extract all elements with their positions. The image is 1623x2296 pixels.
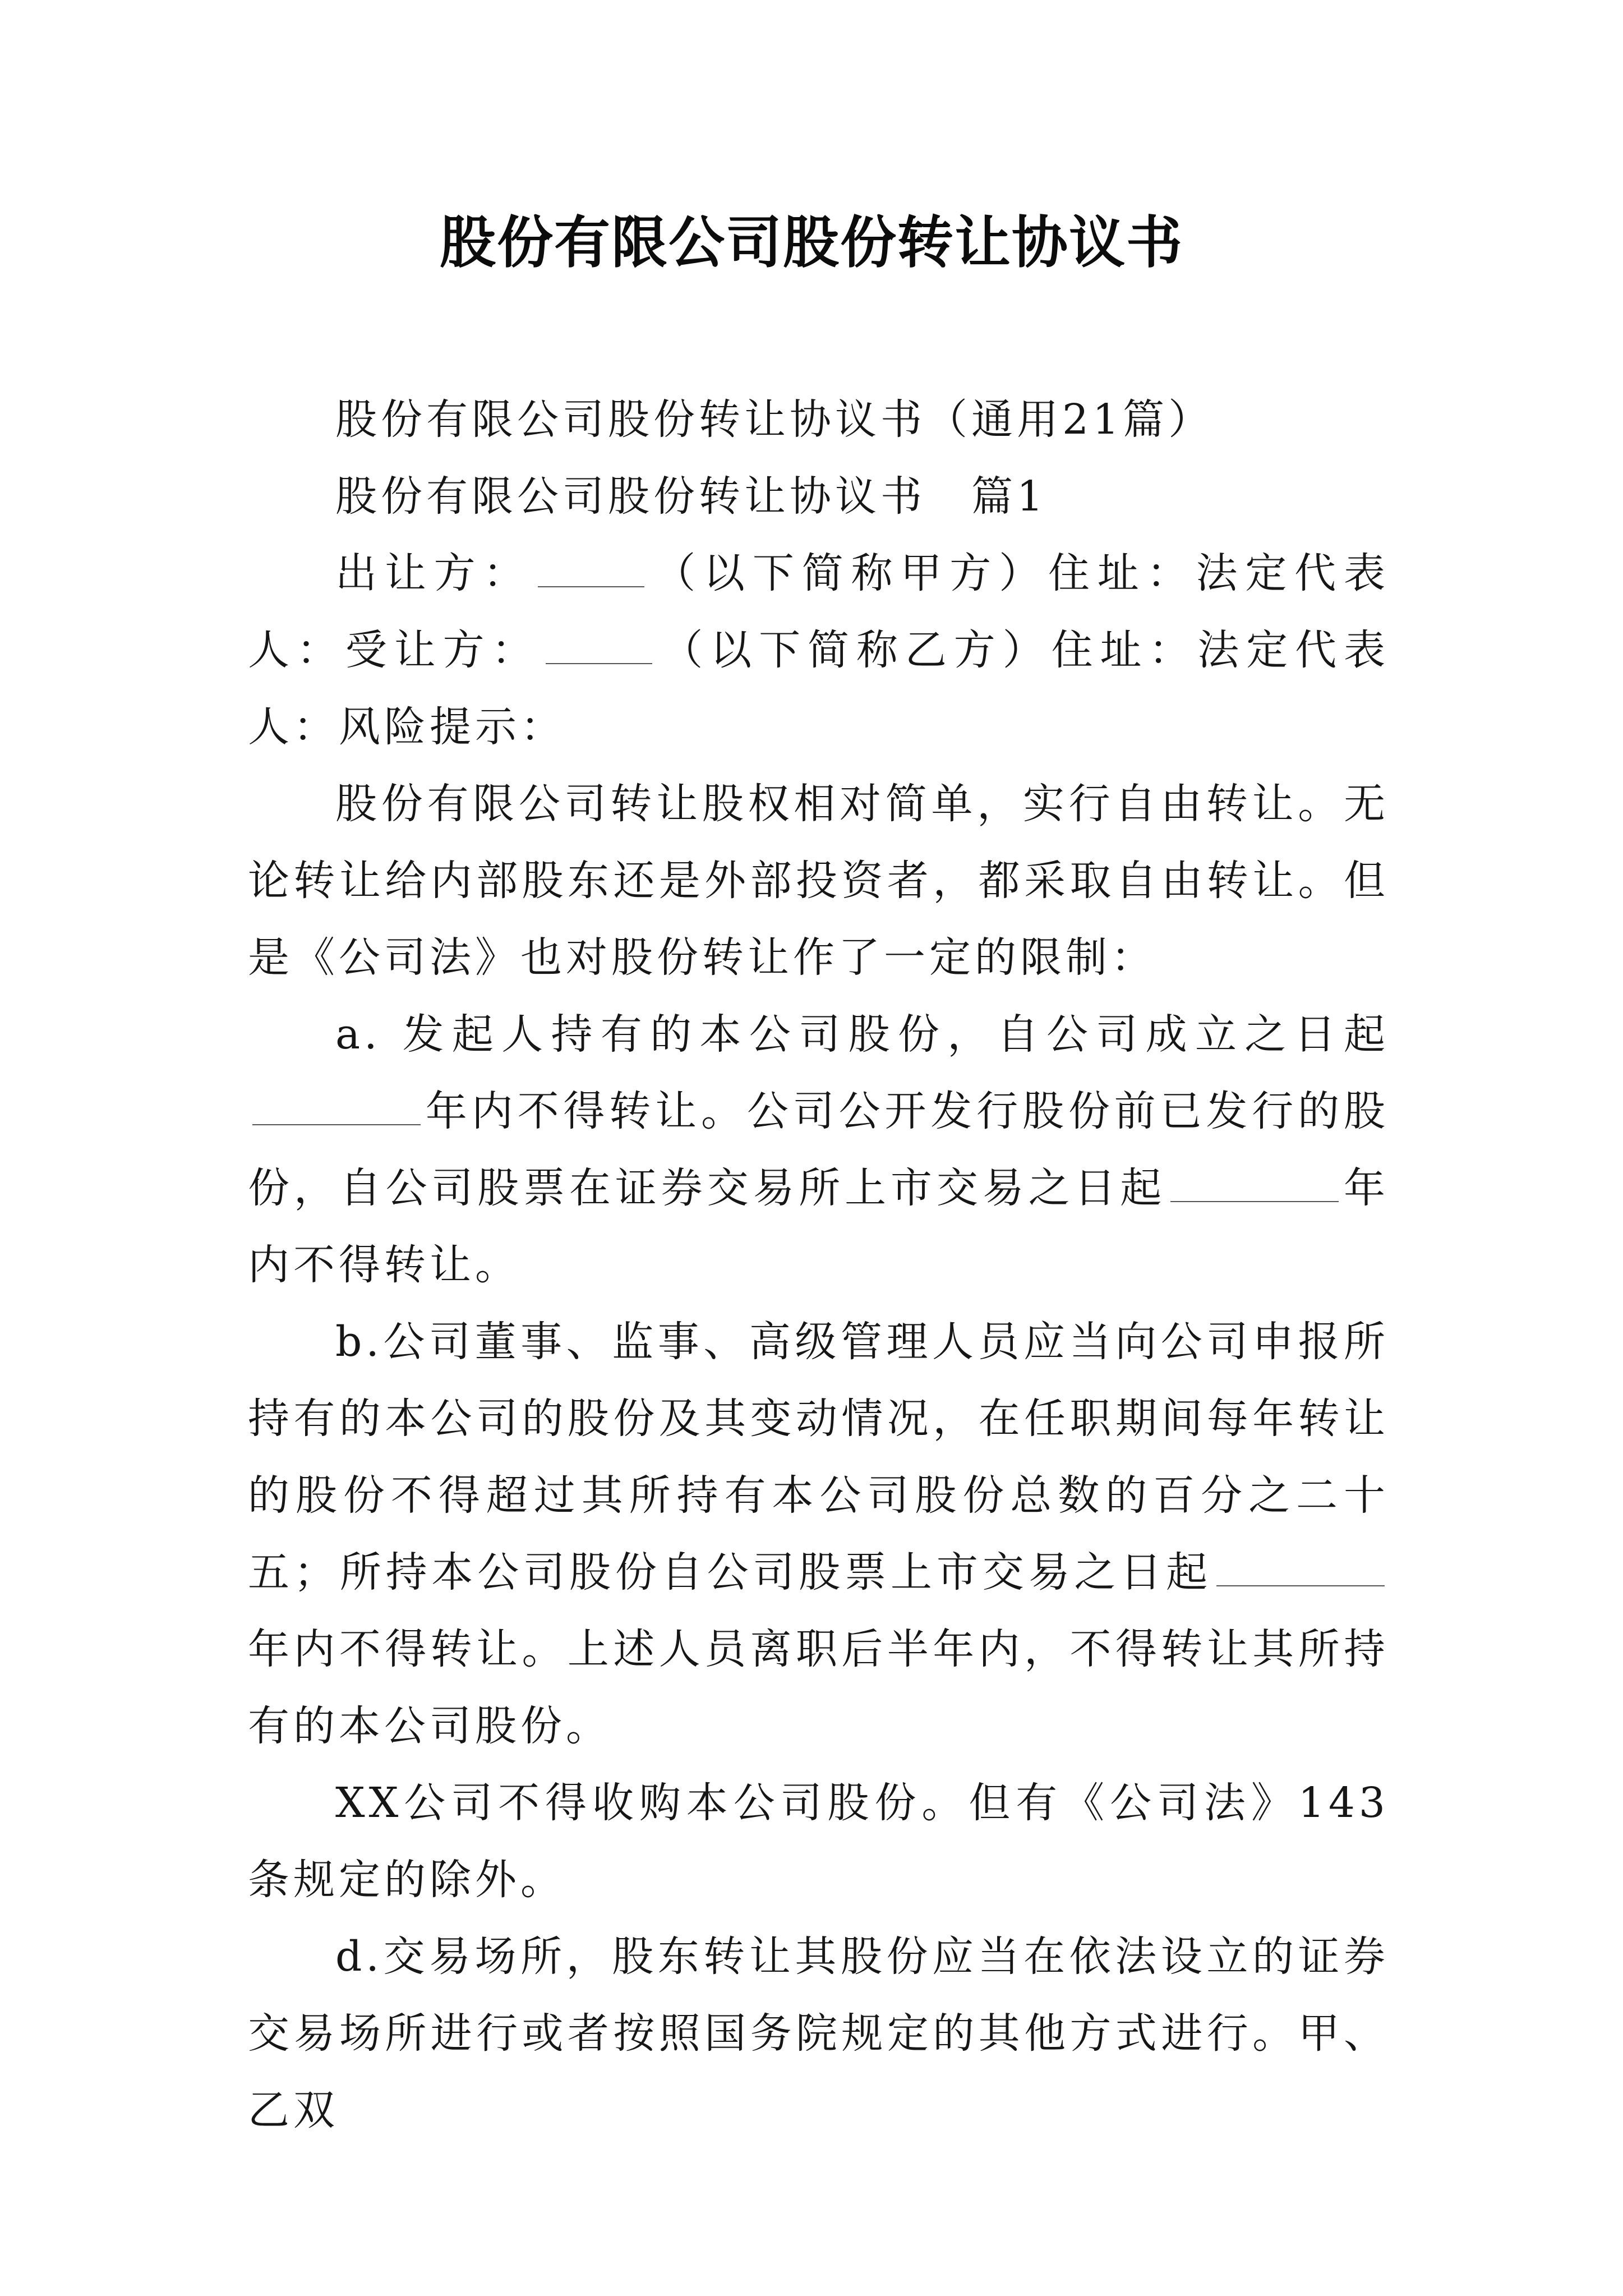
clause-b-part1: b.公司董事、监事、高级管理人员应当向公司申报所持有的本公司的股份及其变动情况，在任职期间每年转让的股份不得超过其所持有本公司股份总数的百分之二十五；所持本公司股份自公司股票上市交易之日起 — [248, 1318, 1389, 1596]
intro-paragraph: 股份有限公司转让股权相对简单，实行自由转让。无论转让给内部股东还是外部投资者，都采取自由转让。但是《公司法》也对股份转让作了一定的限制： — [248, 780, 1389, 982]
transferor-details: （以下简称甲方）住址：法定代表人： — [248, 549, 1390, 674]
clause-a-blank-1 — [252, 1085, 421, 1125]
transferee-details: （以下简称乙方）住址：法定代表人：风险提示： — [248, 626, 1390, 751]
section-heading: 股份有限公司股份转让协议书 篇1 — [335, 472, 1048, 521]
clause-b-blank — [1216, 1546, 1385, 1586]
clause-a-paragraph — [248, 996, 1389, 1304]
subtitle: 股份有限公司股份转让协议书（通用21篇） — [335, 395, 1214, 444]
clause-a-part3: 年内不得转让。 — [248, 1164, 1389, 1289]
transferor-label: 出让方： — [335, 549, 533, 597]
transferee-blank — [546, 624, 652, 664]
clause-a-part2: 年内不得转让。公司公开发行股份前已发行的股份，自公司股票在证券交易所上市交易之日起 — [248, 1087, 1389, 1212]
transferee-label: 受让方： — [345, 626, 541, 674]
clause-d-paragraph: d.交易场所，股东转让其股份应当在依法设立的证券交易场所进行或者按照国务院规定的其他方式进行。甲、乙双 — [248, 1932, 1389, 2134]
document-title: 股份有限公司股份转让协议书 — [440, 209, 1183, 275]
parties-paragraph — [248, 535, 1389, 766]
clause-c-paragraph: XX公司不得收购本公司股份。但有《公司法》143条规定的除外。 — [248, 1779, 1389, 1904]
clause-b-paragraph — [248, 1304, 1389, 1765]
clause-a-part1: a. 发起人持有的本公司股份，自公司成立之日起 — [335, 1010, 1389, 1059]
transferor-blank — [538, 547, 644, 587]
document-body — [248, 381, 1389, 2149]
clause-b-part2: 年内不得转让。上述人员离职后半年内，不得转让其所持有的本公司股份。 — [248, 1625, 1389, 1750]
clause-a-blank-2 — [1170, 1162, 1339, 1202]
